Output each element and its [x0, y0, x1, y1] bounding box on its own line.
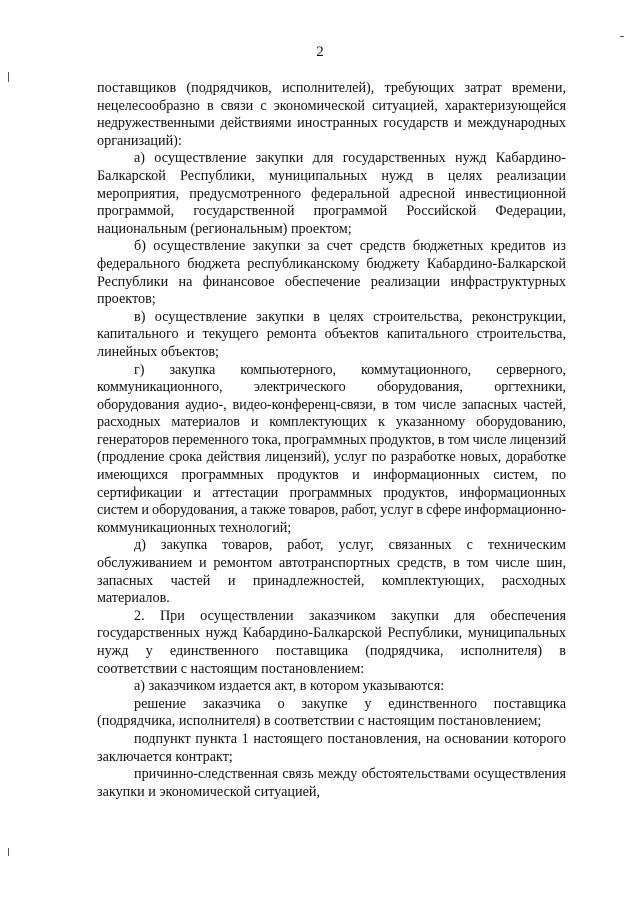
- paragraph-item-a: а) осуществление закупки для государственных нужд Кабардино-Балкарской Республики, муниципальных нужд в целях реализации мероприятия, предусмотренного федеральной адресной инвестиционной программой, государственной программой Российской Федерации, национальным (региональным) проектом;: [97, 150, 566, 237]
- paragraph-decision: решение заказчика о закупке у единственного поставщика (подрядчика, исполнителя) в соответствии с настоящим постановлением;: [97, 695, 566, 730]
- scan-mark-left-bottom: [8, 848, 9, 856]
- scan-mark-left-top: [8, 72, 9, 82]
- paragraph-item-g: г) закупка компьютерного, коммутационного, серверного, коммуникационного, электрического оборудования, оргтехники, оборудования аудио-, видео-конференц-связи, в том числе запасных частей, расходных материалов и комплектующих к указанному оборудованию, генераторов переменного тока, программных продуктов, в том числе лицензий (продление срока действия лицензий), услуг по разработке новых, доработке имеющихся программных продуктов и информационных систем, по сертификации и аттестации программных продуктов, информационных систем и оборудования, а также товаров, работ, услуг в сфере информационно-коммуникационных технологий;: [97, 361, 566, 536]
- document-body: [97, 80, 566, 801]
- paragraph-continuation: поставщиков (подрядчиков, исполнителей), требующих затрат времени, нецелесообразно в связи с экономической ситуацией, характеризующейся недружественными действиями иностранных государств и международных организаций):: [97, 80, 566, 149]
- paragraph-subitem-a: а) заказчиком издается акт, в котором указываются:: [134, 678, 445, 695]
- page-number: 2: [316, 44, 324, 60]
- paragraph-section-2: 2. При осуществлении заказчиком закупки для обеспечения государственных нужд Кабардино-Балкарской Республики, муниципальных нужд у единственного поставщика (подрядчика, исполнителя) в соответствии с настоящим постановлением:: [97, 607, 566, 677]
- paragraph-causal-link: причинно-следственная связь между обстоятельствами осуществления закупки и экономической ситуацией,: [97, 766, 566, 800]
- paragraph-subclause: подпункт пункта 1 настоящего постановления, на основании которого заключается контракт;: [97, 730, 566, 765]
- paragraph-item-v: в) осуществление закупки в целях строительства, реконструкции, капитального и текущего ремонта объектов капитального строительства, линейных объектов;: [97, 308, 566, 360]
- paragraph-item-d: д) закупка товаров, работ, услуг, связанных с техническим обслуживанием и ремонтом автотранспортных средств, в том числе шин, запасных частей и принадлежностей, комплектующих, расходных материалов.: [97, 537, 566, 607]
- paragraph-item-b: б) осуществление закупки за счет средств бюджетных кредитов из федерального бюджета республиканскому бюджету Кабардино-Балкарской Республики на финансовое обеспечение реализации инфраструктурных проектов;: [97, 238, 566, 308]
- scan-mark-right-top: [620, 36, 624, 37]
